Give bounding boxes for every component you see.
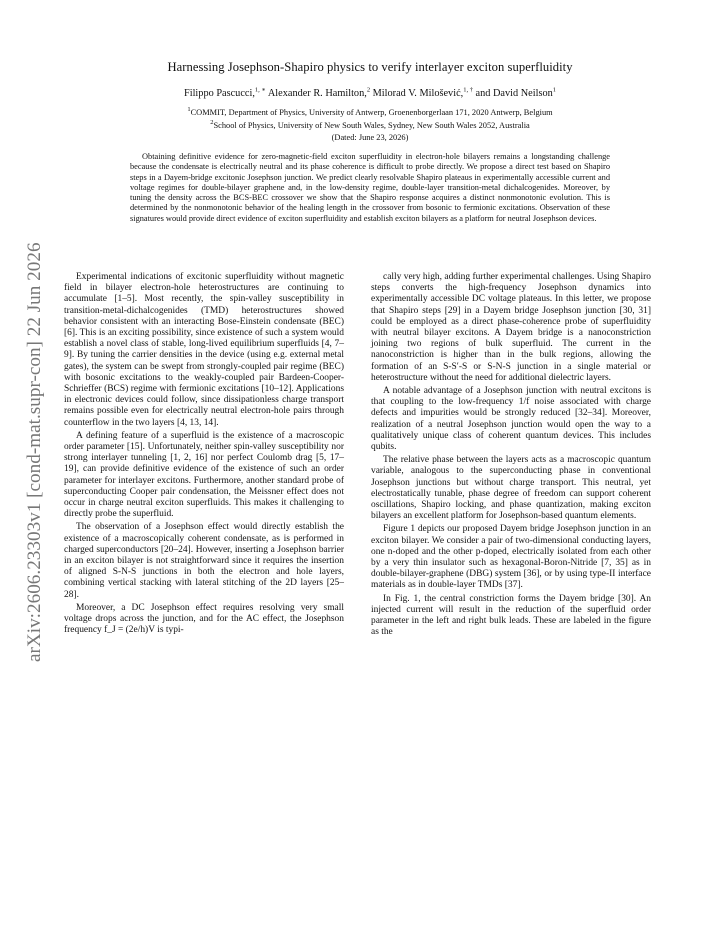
affiliation-line bbox=[70, 107, 670, 119]
abstract bbox=[130, 152, 610, 224]
left-column bbox=[64, 272, 344, 639]
affiliation-mark: 1 bbox=[187, 106, 191, 114]
author-affiliation-mark: 2 bbox=[366, 86, 371, 94]
body-paragraph: A defining feature of a superfluid is the existence of a macroscopic order parameter [15]. Unfortunately, neither spin-valley susceptibility nor strong interlayer tunneling [1, 2, 16] nor perfect Coulomb drag [5, 17–19], can provide definitive evidence of the existence of such an order parameter for interlayer excitons. Furthermore, another standard probe of superconducting Cooper pair condensation, the Meissner effect does not occur in charge neutral exciton superfluids. This makes it challenging to directly probe the superfluid. bbox=[64, 430, 344, 520]
body-paragraph: cally very high, adding further experimental challenges. Using Shapiro steps converts the high-frequency Josephson dynamics into experimentally accessible DC voltage plateaus. In this letter, we propose that Shapiro steps [29] in a Dayem bridge Josephson junction [30, 31] could be employed as a direct phase-coherence probe of superfluidity with neutral bilayer excitons. A Dayem bridge is a nanoconstriction joining two regions of bulk superfluid. The current in the nanoconstriction is higher than in the bulk regions, allowing the formation of an S-S′-S or S-N-S junction in a single material or heterostructure without the need for additional dielectric layers. bbox=[371, 272, 651, 383]
right-column bbox=[371, 272, 651, 641]
affiliation-mark: 2 bbox=[210, 119, 214, 127]
author-list bbox=[70, 88, 670, 99]
author-affiliation-mark: 1, † bbox=[463, 86, 473, 94]
affiliation-text: School of Physics, University of New South Wales, Sydney, New South Wales 2052, Australia bbox=[213, 121, 530, 130]
author-affiliation-mark: 1, ∗ bbox=[254, 86, 266, 94]
paper-title: Harnessing Josephson-Shapiro physics to verify interlayer exciton superfluidity bbox=[167, 60, 573, 74]
body-paragraph: Experimental indications of excitonic superfluidity without magnetic field in bilayer electron-hole heterostructures are continuing to accumulate [1–5]. Most recently, the spin-valley susceptibility in transition-metal-dichalcogenides (TMD) heterostructures showed behavior consistent with an interacting Bose-Einstein condensate (BEC) [6]. This is an exciting possibility, since existence of such a system would establish a novel class of stable, long-lived equilibrium superfluids [4, 7–9]. By tuning the carrier densities in the device (using e.g. external metal gates), the system can be swept from strongly-coupled pair regime (BEC) with bosonic excitations to the weakly-coupled pair Bardeen-Cooper-Schrieffer (BCS) regime with fermionic excitations [10–12]. Applications in electronic devices could follow, since dissipationless charge transport remains possible even for electrically neutral electron-hole pairs through counterflow in the two layers [4, 13, 14]. bbox=[64, 272, 344, 428]
affiliation-text: COMMIT, Department of Physics, University of Antwerp, Groenenborgerlaan 171, 2020 Antwerp, Belgium bbox=[190, 108, 553, 117]
body-paragraph: Moreover, a DC Josephson effect requires resolving very small voltage drops across the junction, and for the AC effect, the Josephson frequency f_J = (2e/h)V is typi- bbox=[64, 602, 344, 636]
date-line: (Dated: June 23, 2026) bbox=[331, 133, 409, 142]
author-name: Alexander R. Hamilton, bbox=[267, 88, 367, 99]
author-name: Filippo Pascucci, bbox=[183, 88, 255, 99]
body-paragraph: The observation of a Josephson effect would directly establish the existence of a macroscopically coherent condensate, as is performed in charged superconductors [20–24]. However, inserting a Josephson barrier in an exciton bilayer is not straightforward since it requires the insertion of aligned S-N-S junctions in both the electron and hole layers, combining vertical stacking with lateral stitching of the 2D layers [25–28]. bbox=[64, 522, 344, 600]
arxiv-stamp-text: arXiv:2606.23303v1 [cond-mat.supr-con] 22 Jun 2026 bbox=[24, 242, 45, 662]
body-paragraph: Figure 1 depicts our proposed Dayem bridge Josephson junction in an exciton bilayer. We consider a pair of two-dimensional conducting layers, one n-doped and the other p-doped, electrically isolated from each other by a very thin insulator such as hexagonal-Boron-Nitride [7, 35] as in double-bilayer-graphene (DBG) system [36], or by using type-II interface materials as in double-layer TMDs [37]. bbox=[371, 524, 651, 591]
body-paragraph: In Fig. 1, the central constriction forms the Dayem bridge [30]. An injected current will result in the reduction of the superfluid order parameter in the left and right bulk leads. These are labeled in the figure as the bbox=[371, 593, 651, 638]
author-name: and David Neilson bbox=[475, 88, 553, 99]
author-affiliation-mark: 1 bbox=[552, 86, 557, 94]
body-paragraph: The relative phase between the layers acts as a macroscopic quantum variable, analogous to the superconducting phase in conventional Josephson junctions but without charge transport. This neutral, yet electrostatically tunable, phase degree of freedom can support coherent oscillations, Shapiro locking, and phase quantization, making exciton bilayers an excellent platform for Josephson-based quantum elements. bbox=[371, 455, 651, 522]
body-paragraph: A notable advantage of a Josephson junction with neutral excitons is that coupling to the low-frequency 1/f noise associated with charge defects and impurities would be strongly reduced [32–34]. Moreover, realization of a neutral Josephson junction would open the way to a qualitatively unique class of coherent quantum devices. This includes qubits. bbox=[371, 386, 651, 453]
affiliation-line bbox=[70, 120, 670, 132]
arxiv-identifier-stamp bbox=[22, 222, 46, 662]
author-name: Milorad V. Milošević, bbox=[372, 88, 464, 99]
abstract-text: Obtaining definitive evidence for zero-magnetic-field exciton superfluidity in electron-hole bilayers remains a longstanding challenge because the condensate is electrically neutral and its phase coherence is difficult to probe directly. We propose a direct test based on Shapiro steps in a Dayem-bridge excitonic Josephson junction. We predict clearly resolvable Shapiro plateaus in experimentally accessible current and voltage regimes for double-bilayer graphene and, in the low-density regime, double-layer transition-metal dichalcogenides. Moreover, by tuning the density across the BCS-BEC crossover we show that the Shapiro response acquires a distinct nonmonotonic evolution. This is determined by the nonmonotonic behavior of the healing length in the crossover from bosonic to fermionic excitations. Observation of these signatures would provide direct evidence of exciton superfluidity and establish exciton bilayers as a platform for neutral Josephson devices. bbox=[130, 152, 610, 223]
